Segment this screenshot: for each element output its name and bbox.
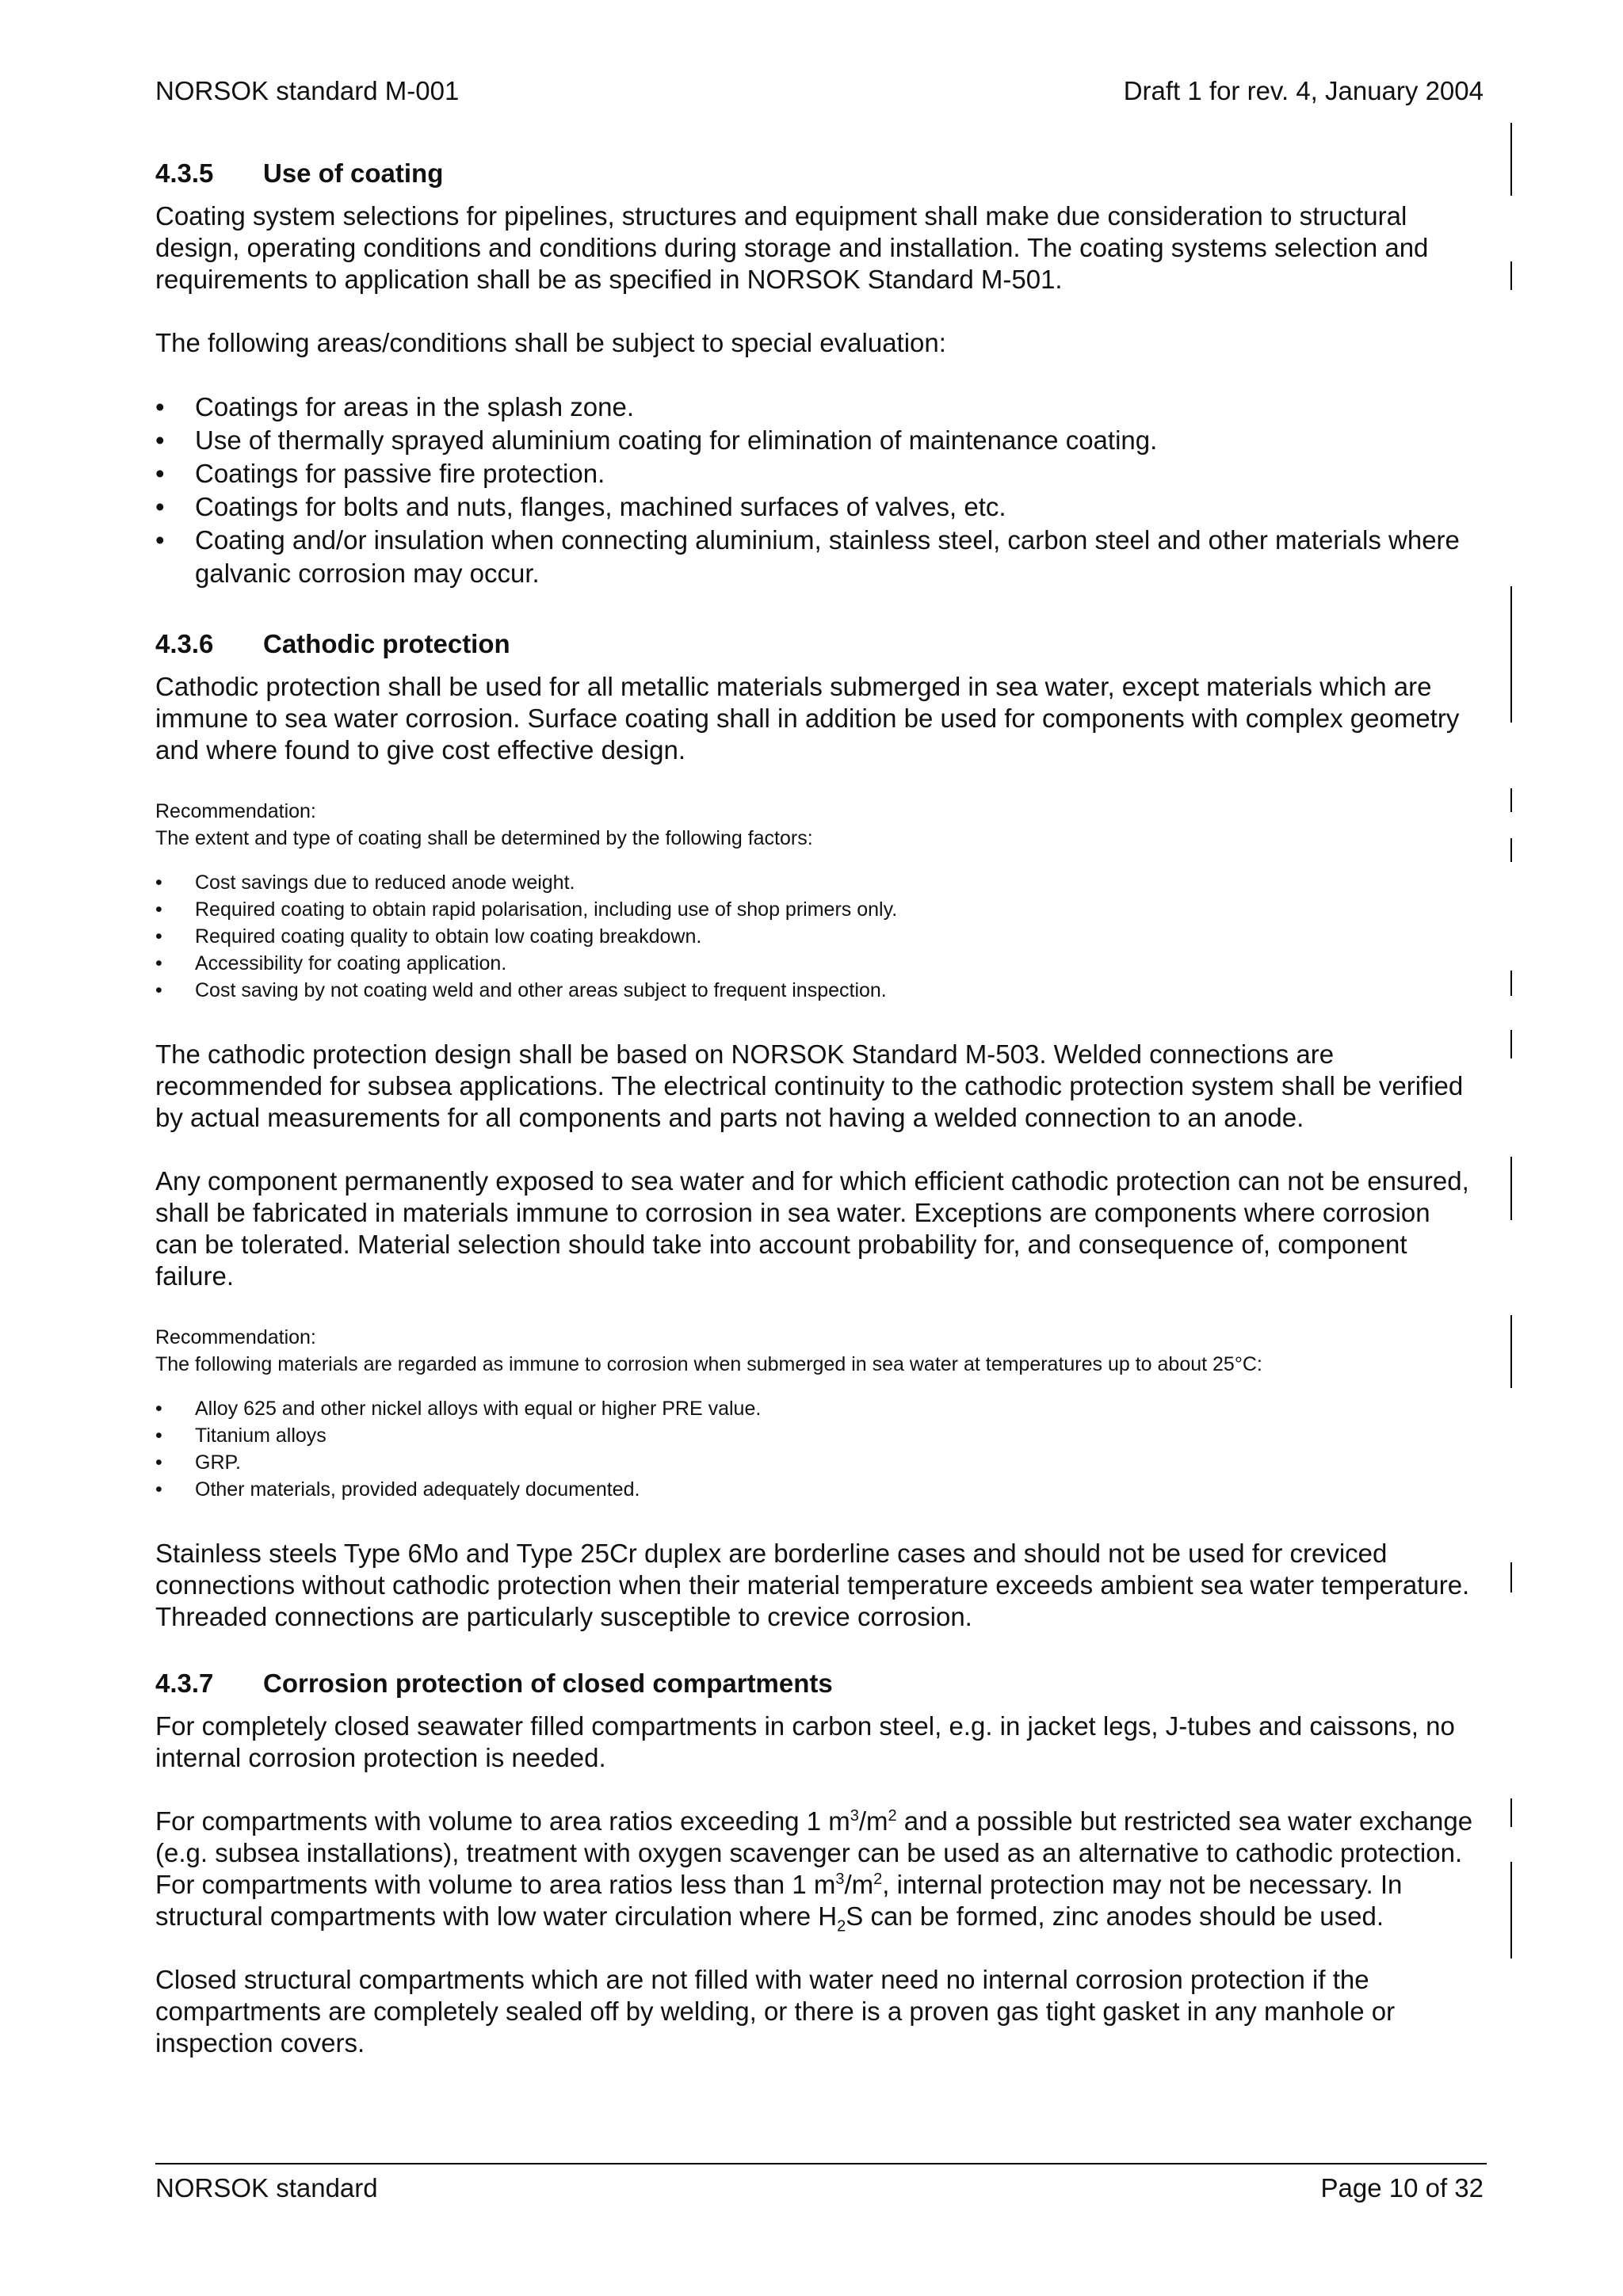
- section-heading-4-3-7: [155, 1665, 1479, 1703]
- recommendation-label: Recommendation:: [155, 1326, 316, 1348]
- footer-left: NORSOK standard: [155, 2173, 378, 2203]
- list-item: • Other materials, provided adequately documented.: [155, 1476, 1479, 1503]
- change-bar: [1510, 1315, 1512, 1388]
- list-item: • Coatings for areas in the splash zone.: [155, 391, 1479, 424]
- change-bar: [1510, 1157, 1512, 1220]
- list-item: • Titanium alloys: [155, 1422, 1479, 1449]
- text-run: /m: [844, 1870, 874, 1899]
- superscript: 2: [888, 1807, 897, 1825]
- text-run: S can be formed, zinc anodes should be used.: [846, 1901, 1384, 1931]
- change-bar: [1510, 1862, 1512, 1958]
- paragraph: Cathodic protection shall be used for all metallic materials submerged in sea water, except materials which are immune to sea water corrosion. Surface coating shall in addition be used for components with complex geometry and where found to give cost effective design.: [155, 672, 1460, 765]
- superscript: 2: [873, 1871, 883, 1888]
- recommendation-label: Recommendation:: [155, 800, 316, 822]
- paragraph-ratios: [155, 1806, 1479, 1936]
- page-footer: [155, 2173, 1484, 2203]
- section-title: Corrosion protection of closed compartments: [263, 1669, 833, 1698]
- paragraph: The cathodic protection design shall be based on NORSOK Standard M-503. Welded connections are recommended for subsea applications. The electrical continuity to the cathodic protection system shall be verified by actual measurements for all components and parts not having a welded connection to an anode.: [155, 1039, 1464, 1132]
- recommendation-list: [155, 1395, 1479, 1503]
- change-bar: [1510, 788, 1512, 812]
- change-bar: [1510, 838, 1512, 862]
- section-heading-4-3-6: [155, 625, 1479, 663]
- change-bar: [1510, 586, 1512, 723]
- list-item: • Cost savings due to reduced anode weight.: [155, 869, 1479, 896]
- change-bar: [1510, 1562, 1512, 1592]
- list-item: • Required coating quality to obtain low coating breakdown.: [155, 923, 1479, 950]
- section-number: 4.3.5: [155, 158, 214, 188]
- text-run: /m: [858, 1806, 888, 1836]
- list-item: • Coatings for passive fire protection.: [155, 457, 1479, 490]
- subscript: 2: [837, 1917, 846, 1936]
- paragraph: Closed structural compartments which are not filled with water need no internal corrosion protection if the compartments are completely sealed off by welding, or there is a proven gas tight gasket in any manhole or inspection covers.: [155, 1965, 1396, 2058]
- recommendation-list: [155, 869, 1479, 1004]
- recommendation-block: [155, 1324, 1479, 1378]
- change-bar: [1510, 1030, 1512, 1058]
- list-item: • Use of thermally sprayed aluminium coating for elimination of maintenance coating.: [155, 424, 1479, 457]
- paragraph: Stainless steels Type 6Mo and Type 25Cr duplex are borderline cases and should not be used for creviced connections without cathodic protection when their material temperature exceeds ambient sea water temperature. Threaded connections are particularly susceptible to crevice corrosion.: [155, 1539, 1470, 1631]
- recommendation-block: [155, 798, 1479, 852]
- page-number: Page 10 of 32: [1320, 2173, 1484, 2203]
- list-item: • Coating and/or insulation when connecting aluminium, stainless steel, carbon steel and other materials where galvanic corrosion may occur.: [155, 524, 1479, 590]
- list-item: • GRP.: [155, 1449, 1479, 1476]
- page-header: [155, 76, 1484, 106]
- header-right: Draft 1 for rev. 4, January 2004: [1123, 76, 1484, 105]
- superscript: 3: [835, 1871, 845, 1888]
- list-item: • Coatings for bolts and nuts, flanges, machined surfaces of valves, etc.: [155, 490, 1479, 524]
- header-left: NORSOK standard M-001: [155, 76, 460, 105]
- page-content: [155, 154, 1479, 2091]
- section-title: Cathodic protection: [263, 629, 510, 658]
- recommendation-text: The extent and type of coating shall be determined by the following factors:: [155, 827, 813, 849]
- list-item: • Alloy 625 and other nickel alloys with equal or higher PRE value.: [155, 1395, 1479, 1422]
- change-bar: [1510, 1798, 1512, 1827]
- footer-divider: [155, 2163, 1487, 2164]
- bullet-list: [155, 391, 1479, 590]
- superscript: 3: [850, 1807, 859, 1825]
- section-heading-4-3-5: [155, 154, 1479, 193]
- list-item: • Cost saving by not coating weld and other areas subject to frequent inspection.: [155, 977, 1479, 1004]
- change-bar: [1510, 971, 1512, 996]
- text-run: and a possible but restricted sea water exchange (e.g. subsea installations), treatment with oxygen scavenger can be used as an alternative to cathodic protection. For compartments with volume to area ratios less than 1 m: [155, 1806, 1473, 1899]
- section-number: 4.3.6: [155, 629, 214, 658]
- section-title: Use of coating: [263, 158, 444, 188]
- text-run: , internal protection may not be necessary. In structural compartments with low water circulation where H: [155, 1870, 1403, 1931]
- recommendation-text: The following materials are regarded as immune to corrosion when submerged in sea water at temperatures up to about 25°C:: [155, 1353, 1262, 1375]
- paragraph: Coating system selections for pipelines, structures and equipment shall make due consideration to structural design, operating conditions and conditions during storage and installation. The coating systems selection and requirements to application shall be as specified in NORSOK Standard M-501.: [155, 201, 1429, 294]
- list-item: • Required coating to obtain rapid polarisation, including use of shop primers only.: [155, 896, 1479, 923]
- text-run: For compartments with volume to area ratios exceeding 1 m: [155, 1806, 850, 1836]
- paragraph: For completely closed seawater filled compartments in carbon steel, e.g. in jacket legs, J-tubes and caissons, no internal corrosion protection is needed.: [155, 1711, 1455, 1772]
- change-bar: [1510, 261, 1512, 290]
- change-bar: [1510, 123, 1512, 196]
- paragraph: The following areas/conditions shall be subject to special evaluation:: [155, 328, 946, 357]
- list-item: • Accessibility for coating application.: [155, 950, 1479, 977]
- section-number: 4.3.7: [155, 1669, 214, 1698]
- paragraph: Any component permanently exposed to sea water and for which efficient cathodic protection can not be ensured, shall be fabricated in materials immune to corrosion in sea water. Exceptions are components where corrosion can be tolerated. Material selection should take into account probability for, and consequence of, component failure.: [155, 1166, 1469, 1291]
